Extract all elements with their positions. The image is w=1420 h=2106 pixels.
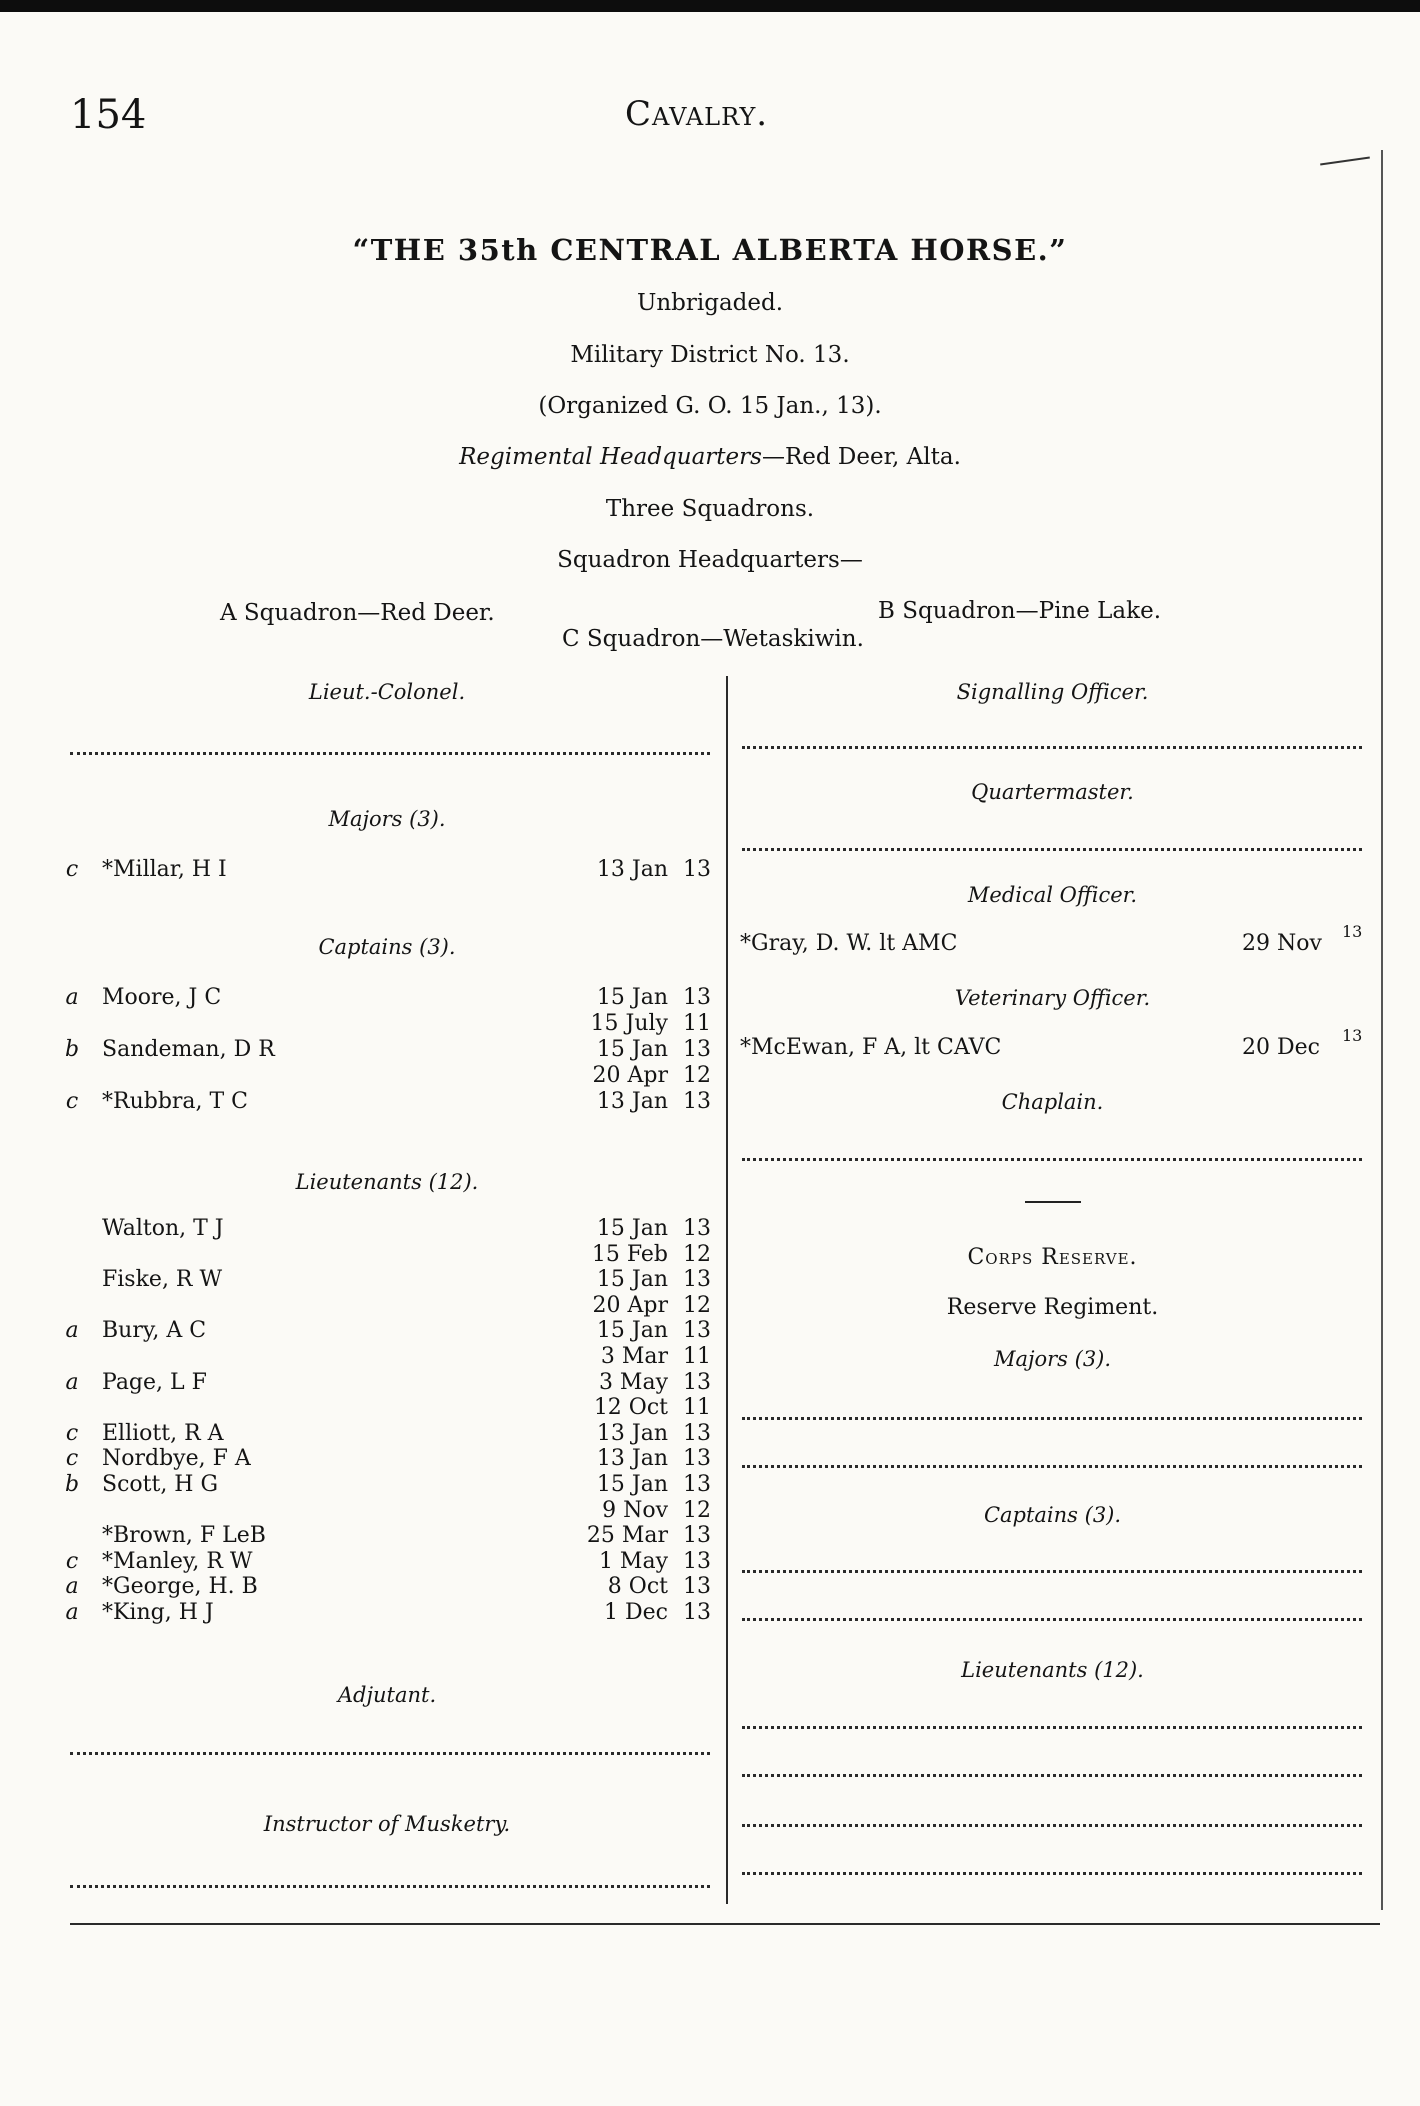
unit-title: “THE 35th CENTRAL ALBERTA HORSE.” — [352, 233, 1068, 267]
dotted-leader-line — [742, 1465, 1362, 1468]
dotted-leader-line — [742, 746, 1362, 749]
officer-entry: Fiske, R W 15 Jan 13 — [102, 1267, 711, 1293]
officer-entry: Walton, T J 15 Jan 13 — [102, 1216, 711, 1241]
officer-entry: *Gray, D. W. lt AMC 29 Nov 13 — [740, 922, 1363, 956]
header-rule — [1320, 157, 1370, 166]
column-divider — [726, 676, 728, 1904]
squadron-c: C Squadron—Wetaskiwin. — [562, 626, 864, 652]
officer-entry: b Scott, H G 15 Jan 13 — [64, 1472, 711, 1497]
page-number: 154 — [70, 92, 147, 138]
medical-heading: Medical Officer. — [967, 883, 1138, 907]
officer-entry: c Nordbye, F A 13 Jan 13 — [65, 1446, 711, 1472]
officer-entry: 15 July 11 — [590, 1011, 711, 1036]
signalling-heading: Signalling Officer. — [956, 680, 1149, 704]
officer-entry: a Moore, J C 15 Jan 13 — [65, 985, 711, 1010]
dotted-leader-line — [742, 848, 1362, 851]
officer-entry: a Page, L F 3 May 13 — [65, 1369, 711, 1395]
squadron-b: B Squadron—Pine Lake. — [878, 598, 1162, 624]
reserve-captains-heading: Captains (3). — [983, 1503, 1122, 1527]
dotted-leader-line — [742, 1872, 1362, 1875]
dotted-leader-line — [70, 752, 710, 755]
dotted-leader-line — [742, 1158, 1362, 1161]
organized-line: (Organized G. O. 15 Jan., 13). — [538, 393, 882, 419]
reserve-lieutenants-heading: Lieutenants (12). — [961, 1658, 1144, 1682]
adjutant-heading: Adjutant. — [337, 1683, 437, 1707]
running-title: Cavalry. — [625, 94, 769, 134]
bottom-rule — [70, 1923, 1380, 1925]
officer-entry: *Brown, F LeB 25 Mar 13 — [102, 1523, 711, 1549]
dotted-leader-line — [742, 1618, 1362, 1621]
squadron-hq-line: Squadron Headquarters— — [557, 547, 863, 573]
reserve-regiment-heading: Reserve Regiment. — [946, 1295, 1159, 1320]
chaplain-heading: Chaplain. — [1001, 1090, 1104, 1114]
dotted-leader-line — [742, 1824, 1362, 1827]
officer-entry: a Bury, A C 15 Jan 13 — [65, 1318, 711, 1344]
officer-entry: *McEwan, F A, lt CAVC 20 Dec 13 — [740, 1026, 1363, 1060]
officer-entry: 3 Mar 11 — [600, 1344, 711, 1369]
lieutenants-heading: Lieutenants (12). — [295, 1170, 479, 1194]
officer-entry: a *King, H J 1 Dec 13 — [65, 1600, 711, 1625]
majors-heading: Majors (3). — [328, 807, 446, 831]
officer-entry: c *Rubbra, T C 13 Jan 13 — [65, 1089, 711, 1114]
scan-top-edge — [0, 0, 1420, 12]
squadrons-line: Three Squadrons. — [605, 496, 815, 522]
reserve-majors-heading: Majors (3). — [993, 1347, 1112, 1371]
veterinary-heading: Veterinary Officer. — [954, 986, 1151, 1010]
corps-reserve-heading: Corps Reserve. — [967, 1245, 1138, 1270]
dotted-leader-line — [70, 1885, 710, 1888]
quartermaster-heading: Quartermaster. — [971, 780, 1134, 804]
officer-entry: 15 Feb 12 — [591, 1241, 711, 1267]
dotted-leader-line — [742, 1774, 1362, 1777]
officer-entry: 9 Nov 12 — [602, 1497, 711, 1523]
headquarters-label: Regimental Headquarters — [459, 444, 762, 470]
squadron-a: A Squadron—Red Deer. — [220, 600, 495, 626]
district-line: Military District No. 13. — [570, 342, 850, 368]
section-rule — [1025, 1201, 1081, 1203]
dotted-leader-line — [70, 1752, 710, 1755]
officer-entry: b Sandeman, D R 15 Jan 13 — [64, 1037, 711, 1062]
officer-entry: 12 Oct 11 — [593, 1395, 711, 1421]
dotted-leader-line — [742, 1570, 1362, 1573]
officer-entry: c *Millar, H I 13 Jan 13 — [65, 857, 711, 882]
officer-entry: c *Manley, R W 1 May 13 — [65, 1548, 711, 1574]
musketry-heading: Instructor of Musketry. — [263, 1812, 511, 1836]
officer-entry: a *George, H. B 8 Oct 13 — [65, 1574, 711, 1600]
brigade-line: Unbrigaded. — [636, 290, 784, 316]
dotted-leader-line — [742, 1417, 1362, 1420]
dotted-leader-line — [742, 1726, 1362, 1729]
headquarters-line — [0, 444, 1420, 470]
officer-entry: c Elliott, R A 13 Jan 13 — [65, 1420, 711, 1446]
captains-heading: Captains (3). — [318, 935, 456, 959]
officer-entry: 20 Apr 12 — [592, 1063, 711, 1088]
lieut-colonel-heading: Lieut.-Colonel. — [308, 680, 466, 704]
officer-entry: 20 Apr 12 — [592, 1292, 711, 1318]
headquarters-value: —Red Deer, Alta. — [761, 444, 961, 470]
